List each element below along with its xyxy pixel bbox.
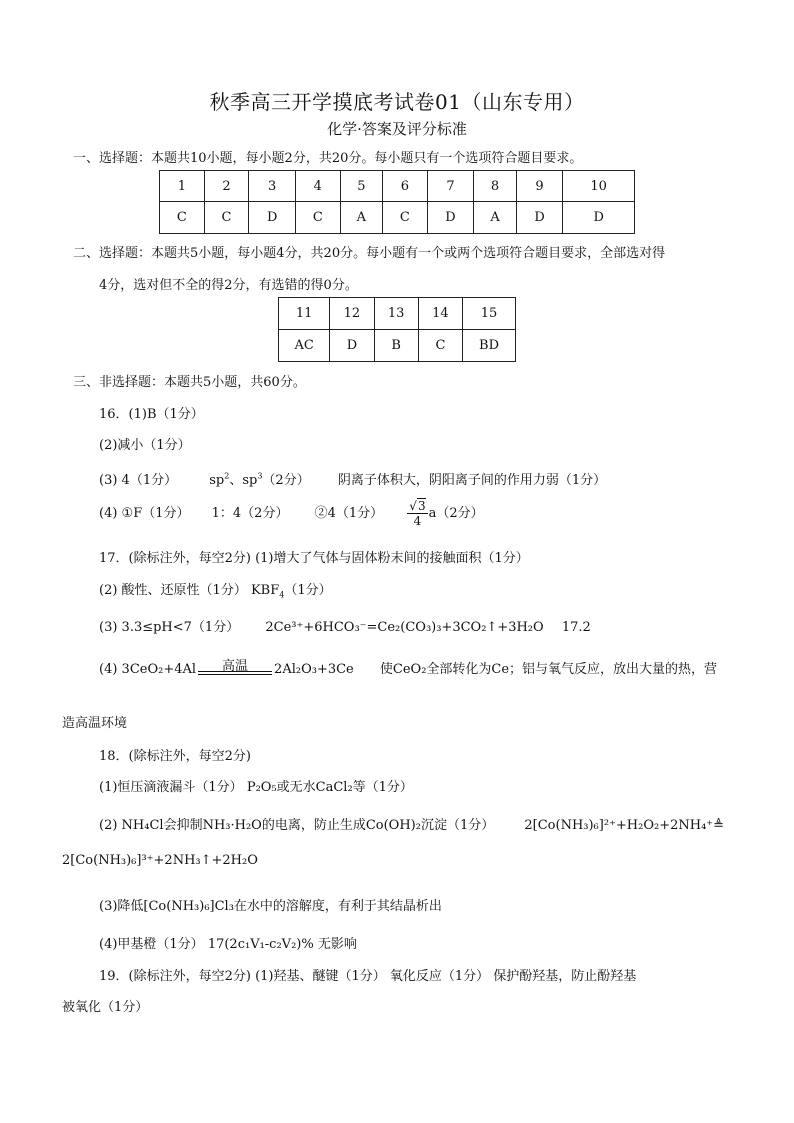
q16-line3	[99, 469, 606, 488]
q18-2-reason: (2) NH₄Cl会抑制NH₃·H₂O的电离，防止生成Co(OH)₂沉淀（1分）	[99, 818, 495, 833]
section2-answer-table	[278, 297, 516, 362]
reaction-condition-arrow	[198, 655, 272, 677]
page-subtitle: 化学·答案及评分标准	[327, 120, 467, 138]
condition-label: 高温	[222, 659, 249, 674]
table-cell: 3	[249, 171, 296, 202]
q17-4-explanation: 使CeO₂全部转化为Ce；铝与氧气反应，放出大量的热，营	[379, 662, 718, 677]
table-cell: D	[330, 330, 374, 362]
table-cell: 9	[516, 171, 563, 202]
section1-heading: 一、选择题：本题共10小题，每小题2分，共20分。每小题只有一个选项符合题目要求。	[73, 151, 583, 166]
table-cell: 12	[330, 298, 374, 330]
table-cell: 14	[418, 298, 462, 330]
table-cell: D	[563, 202, 635, 234]
table-cell: B	[374, 330, 418, 362]
q18-line2: (1)恒压滴液漏斗（1分） P₂O₅或无水CaCl₂等（1分）	[99, 780, 413, 795]
table-cell: 5	[340, 171, 382, 202]
q18-line4: 2[Co(NH₃)₆]³⁺+2NH₃↑+2H₂O	[62, 853, 258, 868]
table-cell: 15	[463, 298, 516, 330]
text: (2) 酸性、还原性（1分） KBF	[99, 583, 280, 598]
table-cell: C	[204, 202, 249, 234]
q16-4-count: ②4（1分）	[314, 506, 384, 521]
q17-3-value: 17.2	[561, 620, 591, 635]
table-cell: AC	[279, 330, 330, 362]
q16-line2: (2)减小（1分）	[99, 438, 191, 453]
section1-number-row	[160, 171, 635, 202]
fraction-numerator: √3	[409, 499, 426, 513]
section3-heading: 三、非选择题：本题共5小题，共60分。	[73, 375, 306, 390]
section2-number-row	[279, 298, 516, 330]
sqrt3-over-4-fraction	[407, 500, 427, 527]
superscript: 3	[257, 471, 263, 481]
text: （2分）	[262, 473, 310, 488]
q16-4-ratio: 1：4（2分）	[211, 506, 289, 521]
table-cell: 4	[295, 171, 340, 202]
section2-answer-row	[279, 330, 516, 362]
fraction-denominator: 4	[413, 514, 422, 528]
table-cell: C	[160, 202, 205, 234]
section1-answer-table	[159, 170, 635, 234]
section2-heading-cont: 4分，选对但不全的得2分，有选错的得0分。	[99, 278, 358, 293]
superscript: 2	[224, 471, 230, 481]
equals-line	[198, 674, 272, 675]
table-cell: 6	[383, 171, 428, 202]
table-cell: C	[383, 202, 428, 234]
subscript: 4	[279, 590, 285, 600]
table-cell: D	[427, 202, 474, 234]
q16-3-reason: 阴离子体积大，阴阳离子间的作用力弱（1分）	[337, 473, 607, 488]
q17-line5: 造高温环境	[62, 716, 128, 731]
section2-heading: 二、选择题：本题共5小题，每小题4分，共20分。每小题有一个或两个选项符合题目要求，全部选对得	[73, 246, 666, 261]
table-cell: 8	[474, 171, 516, 202]
q18-line5: (3)降低[Co(NH₃)₆]Cl₃在水中的溶解度，有利于其结晶析出	[99, 899, 442, 914]
q17-line4	[99, 655, 717, 677]
q16-line4	[99, 500, 484, 527]
table-cell: D	[516, 202, 563, 234]
q16-4-answer: (4) ①F（1分）	[99, 506, 190, 521]
equals-line	[198, 671, 272, 672]
table-cell: 13	[374, 298, 418, 330]
q19-line1: 19．(除标注外，每空2分) (1)羟基、醚键（1分） 氧化反应（1分） 保护酚羟基，防止酚羟基	[99, 969, 637, 984]
text: （1分）	[284, 583, 332, 598]
q16-3-answer: (3) 4（1分）	[99, 473, 178, 488]
q16-line1: 16．(1)B（1分）	[99, 407, 204, 422]
text: 、sp	[229, 473, 258, 488]
q17-3-range: (3) 3.3≤pH<7（1分）	[99, 620, 240, 635]
q17-line1: 17．(除标注外，每空2分) (1)增大了气体与固体粉末间的接触面积（1分）	[99, 551, 529, 566]
q18-line3	[99, 814, 724, 833]
table-cell: 1	[160, 171, 205, 202]
table-cell: C	[295, 202, 340, 234]
q19-line2: 被氧化（1分）	[62, 1000, 149, 1015]
q18-line1: 18．(除标注外，每空2分)	[99, 749, 251, 764]
table-cell: 11	[279, 298, 330, 330]
page-title: 秋季高三开学摸底考试卷01（山东专用）	[209, 90, 585, 114]
table-cell: 2	[204, 171, 249, 202]
table-cell: A	[340, 202, 382, 234]
q17-4-reactants: (4) 3CeO₂+4Al	[99, 662, 197, 677]
table-cell: D	[249, 202, 296, 234]
q16-hybridization	[209, 473, 309, 488]
table-cell: A	[474, 202, 516, 234]
q17-line3	[99, 616, 591, 635]
sqrt-radicand: 3	[417, 499, 426, 513]
q17-4-products: 2Al₂O₃+3Ce	[274, 662, 354, 677]
q16-4-unit: a（2分）	[428, 506, 484, 521]
q18-2-equation-start: 2[Co(NH₃)₆]²⁺+H₂O₂+2NH₄⁺≜	[524, 818, 725, 833]
table-cell: C	[418, 330, 462, 362]
q17-line2	[99, 579, 332, 598]
q18-line6: (4)甲基橙（1分） 17(2c₁V₁-c₂V₂)% 无影响	[99, 937, 357, 952]
text: sp	[209, 473, 225, 488]
table-cell: 7	[427, 171, 474, 202]
table-cell: 10	[563, 171, 635, 202]
table-cell: BD	[463, 330, 516, 362]
section1-answer-row	[160, 202, 635, 234]
q17-3-equation: 2Ce³⁺+6HCO₃⁻=Ce₂(CO₃)₃+3CO₂↑+3H₂O	[265, 620, 544, 635]
